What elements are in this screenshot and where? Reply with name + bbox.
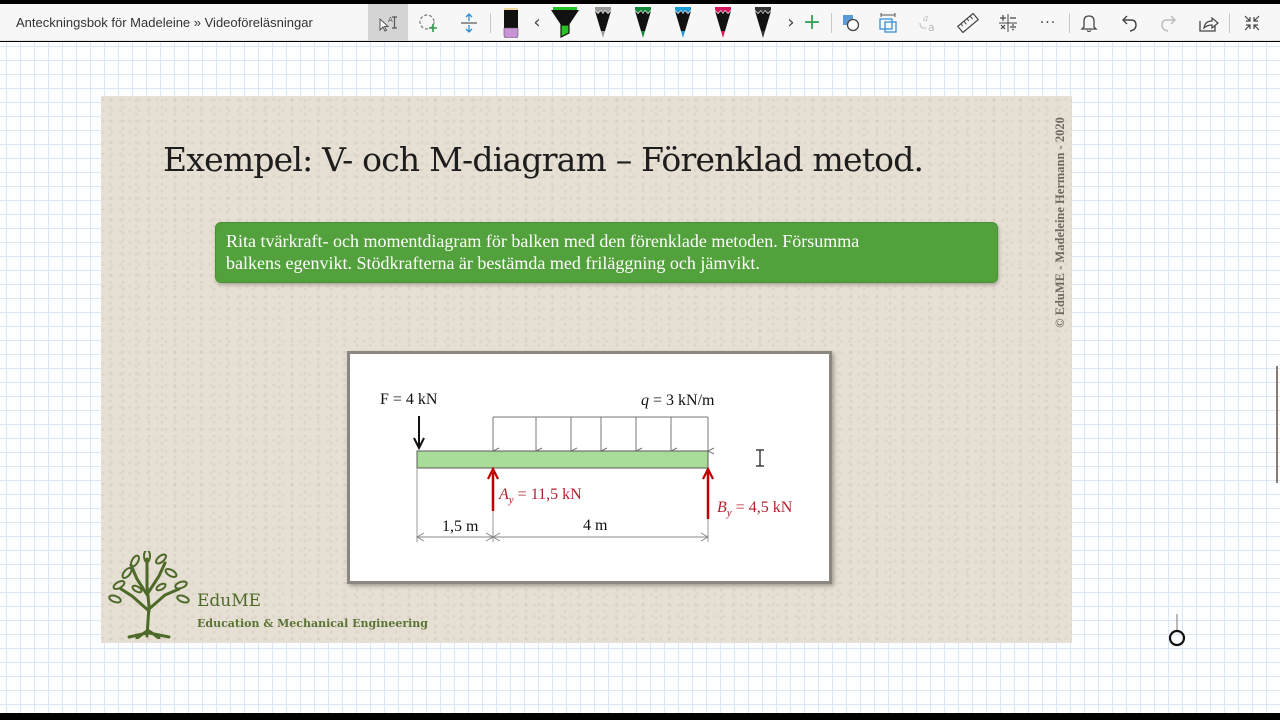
ink-to-text-icon[interactable] [913, 4, 943, 41]
window-bottom-edge [0, 713, 1280, 720]
slide-title: Exempel: V- och M-diagram – Förenklad metod. [163, 140, 924, 179]
force-label: F = 4 kN [380, 391, 438, 408]
svg-text:a: a [928, 20, 935, 33]
pen-black-icon[interactable] [750, 4, 776, 41]
lasso-select-icon[interactable] [410, 4, 448, 41]
svg-text:A: A [388, 15, 393, 24]
beam-diagram [347, 351, 832, 584]
point-force-arrow [414, 416, 424, 448]
pen-gray-icon[interactable] [590, 4, 616, 41]
support-a-reaction-arrow [488, 469, 498, 511]
support-b-reaction-arrow [703, 469, 713, 519]
pen-green-icon[interactable] [630, 4, 656, 41]
undo-icon[interactable] [1114, 4, 1144, 41]
lecture-slide [101, 96, 1072, 643]
copyright-text: © EduME - Madeleine Hermann - 2020 [1052, 116, 1067, 328]
notebook-canvas[interactable] [0, 42, 1280, 713]
ruler-icon[interactable] [953, 4, 983, 41]
math-icon[interactable] [993, 4, 1023, 41]
text-cursor-icon [756, 450, 764, 466]
support-a-label: $A_y = 11,5$ kN [499, 486, 582, 506]
ink-to-shape-icon[interactable] [836, 4, 866, 41]
logo-subtitle: Education & Mechanical Engineering [197, 617, 428, 630]
svg-text:a: a [923, 13, 929, 24]
exit-fullscreen-icon[interactable] [1236, 4, 1268, 41]
redo-icon[interactable] [1154, 4, 1184, 41]
share-icon[interactable] [1194, 4, 1224, 41]
task-description-box [215, 222, 998, 283]
dimension-label-2: 4 m [583, 517, 608, 534]
pen-magenta-icon[interactable] [710, 4, 736, 41]
pen-blue-icon[interactable] [670, 4, 696, 41]
beam [417, 451, 708, 468]
scroll-left-icon[interactable]: ‹ [533, 12, 541, 33]
eraser-icon[interactable] [498, 4, 524, 41]
vertical-scrollbar-thumb[interactable] [1276, 366, 1278, 483]
breadcrumb[interactable]: Anteckningsbok för Madeleine » Videoföreläsningar [16, 14, 313, 30]
scroll-right-icon[interactable]: › [787, 12, 795, 33]
add-space-icon[interactable] [450, 4, 488, 41]
logo-name: EduME [197, 591, 262, 611]
dimension-label-1: 1,5 m [442, 518, 479, 535]
add-pen-icon[interactable]: + [802, 10, 822, 35]
tree-logo-icon [107, 551, 192, 639]
distributed-load-label: q = 3 kN/m [641, 392, 715, 409]
type-or-select-icon[interactable] [368, 4, 408, 41]
notification-bell-icon[interactable] [1074, 4, 1104, 41]
task-line-2: balkens egenvikt. Stödkrafterna är bestämda med friläggning och jämvikt. [226, 253, 760, 273]
toolbar [0, 4, 1280, 41]
highlighter-green-icon[interactable] [548, 4, 582, 41]
lasso-pointer-icon [1167, 614, 1187, 650]
support-b-label: $B_y = 4,5$ kN [717, 499, 793, 519]
more-icon[interactable]: ··· [1039, 14, 1057, 31]
lasso-convert-icon[interactable] [873, 4, 903, 41]
distributed-load-arrows [493, 417, 708, 451]
edume-logo [107, 551, 428, 641]
copyright-notice [1046, 104, 1074, 340]
task-line-1: Rita tvärkraft- och momentdiagram för balken med den förenklade metoden. Försumma [226, 231, 860, 251]
beam-diagram-svg [350, 354, 829, 581]
